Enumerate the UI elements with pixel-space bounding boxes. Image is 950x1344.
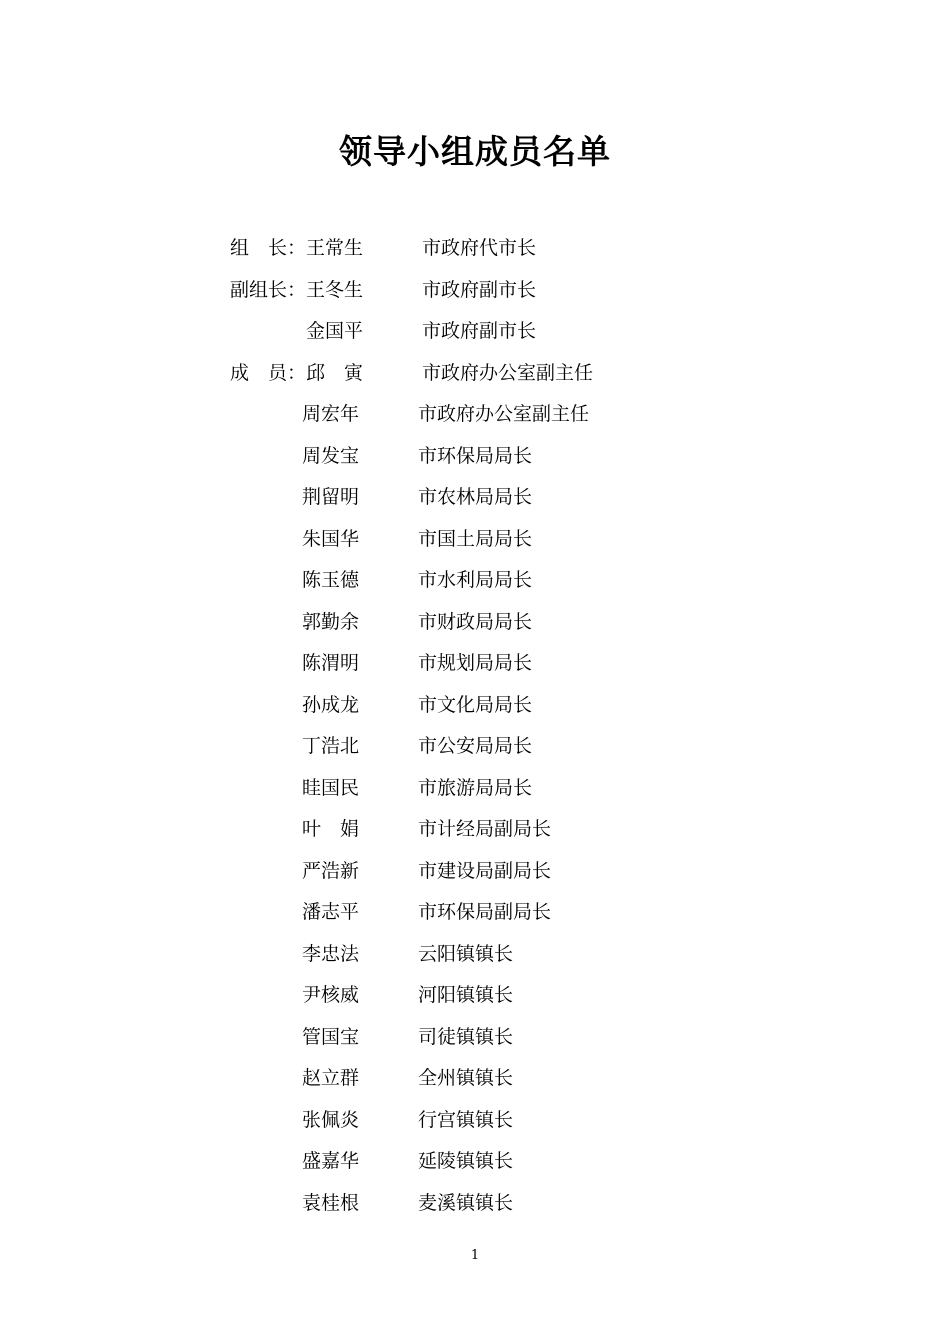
member-position: 市计经局副局长	[418, 818, 552, 840]
member-position: 市政府副市长	[422, 278, 537, 301]
member-name: 金国平	[306, 320, 364, 342]
member-name: 李忠法	[302, 942, 360, 965]
member-name: 尹核威	[302, 984, 360, 1006]
member-position: 市国土局局长	[418, 527, 533, 550]
member-row	[0, 353, 950, 395]
member-position: 全州镇镇长	[418, 1067, 514, 1089]
member-position: 市旅游局局长	[418, 776, 533, 799]
member-row	[0, 477, 950, 519]
member-position: 市政府副市长	[422, 320, 537, 342]
member-role: 组 长：	[230, 237, 307, 259]
member-row	[0, 892, 950, 934]
member-position: 市环保局副局长	[418, 901, 552, 923]
member-role: 副组长：	[230, 278, 307, 301]
page-number: 1	[470, 1248, 480, 1263]
member-name: 潘志平	[302, 901, 360, 923]
member-row	[0, 1100, 950, 1142]
member-position: 云阳镇镇长	[418, 942, 514, 965]
member-name: 邱 寅	[306, 361, 364, 384]
member-row	[0, 1141, 950, 1183]
member-name: 眭国民	[302, 776, 360, 799]
member-name: 孙成龙	[302, 693, 360, 716]
member-name: 严浩新	[302, 859, 360, 882]
member-name: 赵立群	[302, 1067, 360, 1089]
member-row	[0, 311, 950, 353]
member-position: 市规划局局长	[418, 652, 533, 674]
member-name: 叶 娟	[302, 818, 360, 840]
member-role: 成 员：	[230, 361, 307, 384]
member-name: 朱国华	[302, 527, 360, 550]
member-name: 张佩炎	[302, 1108, 360, 1131]
member-name: 袁桂根	[302, 1191, 360, 1214]
member-position: 市财政局局长	[418, 610, 533, 633]
member-name: 陈玉德	[302, 569, 360, 591]
member-position: 市政府办公室副主任	[422, 361, 594, 384]
member-name: 王常生	[306, 237, 364, 259]
member-position: 麦溪镇镇长	[418, 1191, 514, 1214]
member-name: 盛嘉华	[302, 1150, 360, 1172]
member-row	[0, 270, 950, 312]
member-row	[0, 228, 950, 270]
member-name: 荆留明	[302, 486, 360, 508]
member-position: 市政府办公室副主任	[418, 403, 590, 425]
member-name: 管国宝	[302, 1025, 360, 1048]
member-row	[0, 643, 950, 685]
member-row	[0, 1017, 950, 1059]
member-row	[0, 975, 950, 1017]
member-position: 市建设局副局长	[418, 859, 552, 882]
member-row	[0, 560, 950, 602]
member-row	[0, 519, 950, 561]
member-row	[0, 1183, 950, 1225]
member-position: 市政府代市长	[422, 237, 537, 259]
member-row	[0, 851, 950, 893]
member-name: 郭勤余	[302, 610, 360, 633]
member-row	[0, 934, 950, 976]
member-row	[0, 726, 950, 768]
member-position: 河阳镇镇长	[418, 984, 514, 1006]
member-position: 市公安局局长	[418, 735, 533, 757]
member-position: 市环保局局长	[418, 444, 533, 467]
member-row	[0, 436, 950, 478]
member-position: 市文化局局长	[418, 693, 533, 716]
member-row	[0, 602, 950, 644]
member-row	[0, 685, 950, 727]
member-position: 市水利局局长	[418, 569, 533, 591]
member-name: 周宏年	[302, 403, 360, 425]
member-name: 陈渭明	[302, 652, 360, 674]
member-row	[0, 768, 950, 810]
member-row	[0, 1058, 950, 1100]
member-position: 延陵镇镇长	[418, 1150, 514, 1172]
member-row	[0, 809, 950, 851]
member-name: 周发宝	[302, 444, 360, 467]
member-position: 行宫镇镇长	[418, 1108, 514, 1131]
member-list	[0, 228, 950, 1224]
document-title: 领导小组成员名单	[339, 132, 611, 171]
member-position: 司徒镇镇长	[418, 1025, 514, 1048]
member-row	[0, 394, 950, 436]
member-name: 丁浩北	[302, 735, 360, 757]
member-position: 市农林局局长	[418, 486, 533, 508]
member-name: 王冬生	[306, 278, 364, 301]
